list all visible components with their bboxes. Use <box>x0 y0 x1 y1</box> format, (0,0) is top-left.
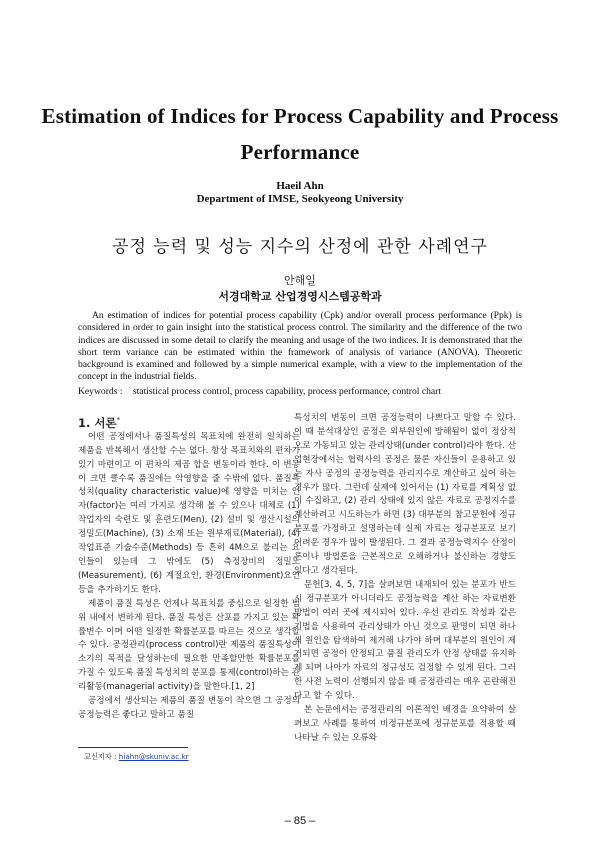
author-name-en: Haeil Ahn <box>276 180 324 192</box>
paper-title-ko: 공정 능력 및 성능 지수의 산정에 관한 사례연구 <box>112 237 488 257</box>
footnote-marker: * <box>116 416 121 424</box>
body-column-left <box>78 412 300 723</box>
paper-title-line-1: Estimation of Indices for Process Capability and Process <box>41 104 559 128</box>
affiliation-en: Department of IMSE, Seokyeong University <box>196 193 404 205</box>
corresponding-email-link[interactable]: hiahn@skuniv.ac.kr <box>118 752 189 761</box>
affiliation-ko: 서경대학교 산업경영시스템공학과 <box>218 290 382 303</box>
keywords <box>78 386 522 397</box>
body-paragraph: 제품이 품질 특성은 언제나 목표치를 중심으로 일정한 범위 내에서 변하게 된다. 품질 특성은 산포를 가지고 있는 확률변수 이며 어떤 일정한 확률분포를 따르는 것으로 생각할 수 있다. 공정관리(process control)란 제품의 품질특성이 소기의 목적을 달성하는데 필요한 만족할만한 확률분포를 가질 수 있도록 품질 특성치의 분포를 통제(control)하는 관리활동(managerial activity)을 말한다.[1, 2] <box>78 598 300 693</box>
body-column-right <box>294 412 516 746</box>
abstract: An estimation of indices for potential process capability (Cpk) and/or overall process performance (Ppk) is considered in order to gain insight into the statistical process control. The similarity and the difference of the two indices are discussed in some detail to clarify the meaning and usage of the two indices. It is demonstrated that the short term variance can be estimated within the framework of analysis of variance (ANOVA). Theoretic background is examined and followed by a simple numerical example, with a view to the implementation of the concept in the industrial fields. <box>78 310 522 383</box>
footnote-label: 교신저자 : <box>84 752 117 761</box>
keywords-label: Keywords : <box>78 386 123 397</box>
body-paragraph: 어떤 공정에서나 품질특성의 목표치에 완전히 일치하는 제품을 반복해서 생산할 수는 없다. 항상 목표치와의 편차가 있기 마련이고 이 편차의 제곱 합을 변동이라 한다. 이 변동이 크면 클수록 품질에는 악영향을 줄 수밖에 없다. 품질특성치(quality characteristic value)에 영향을 미치는 인자(factor)는 여러 가지로 생각해 볼 수 있으나 대체로 (1) 작업자의 숙련도 및 훈련도(Men), (2) 설비 및 생산시설의 정밀도(Machine), (3) 소재 또는 원부재료(Material), (4) 작업표준 기술수준(Methods) 등 흔히 4M으로 불리는 요인들이 있는데 그 밖에도 (5) 측정장비의 정밀도(Measurement), (6) 계절요인, 환경(Environment)요인 등을 추가하기도 한다. <box>78 431 300 595</box>
body-paragraph: 특성치의 변동이 크면 공정능력이 나쁘다고 말할 수 있다. 이 때 분석대상인 공정은 외부원인에 방해됨이 없이 정상적으로 가동되고 있는 관리상태(under control)라야 한다. 산업현장에서는 협력사의 공정은 물론 자신들이 운용하고 있는 자사 공정의 공정능력을 관리지수로 계산하고 싶어 하는 경우가 많다. 그런데 실제에 있어서는 (1) 자료를 계획성 없이 수집하고, (2) 관리 상태에 있지 않은 자료로 공정지수를 계산하려고 시도하는가 하면 (3) 대부분의 참고문헌에 정규분포를 가정하고 설명하는데 실제 자료는 정규분포로 보기 어려운 경우가 많이 발생된다. 그 결과 공정능력지수 산정이론이나 방법론을 근본적으로 오해하거나 불신하는 경향도 있다고 생각된다. <box>294 413 516 576</box>
footnote-divider <box>78 747 188 748</box>
section-heading-text: 1. 서론 <box>78 415 117 430</box>
body-paragraph: 공정에서 생산되는 제품의 품질 변동이 작으면 그 공정의 공정능력은 좋다고 말하고 품질 <box>78 696 300 720</box>
keywords-text: statistical process control, process capability, process performance, control chart <box>132 386 442 397</box>
body-paragraph: 문헌[3, 4, 5, 7]을 살펴보면 내재되어 있는 분포가 반드시 정규분포가 아니더라도 공정능력을 계산 하는 자료변환 방법이 여러 곳에 제시되어 있다. 우선 관리도 작성과 같은 기법을 사용하여 관리상태가 아닌 것으로 판명이 되면 하나씩 원인을 탐색하여 제거해 나가야 하며 대부분의 원인이 제거되면 공정이 안정되고 품질 관리도가 안정 상태를 유지하게 되며 나아가 자료의 정규성도 검정할 수 있게 된다. 그러한 사전 노력이 선행되지 않을 때 공정관리는 매우 곤란해진다고 할 수 있다. <box>294 579 516 702</box>
footnote <box>84 752 189 762</box>
author-name-ko: 안해일 <box>284 274 316 287</box>
paper-title-line-2: Performance <box>240 140 360 164</box>
page-number: – 85 – <box>284 815 316 827</box>
section-heading <box>78 412 300 431</box>
body-paragraph: 본 논문에서는 공정관리의 이론적인 배경을 요약하여 살펴보고 사례를 통하여 비정규분포에 정규분포를 적용할 때 나타날 수 있는 오류와 <box>294 705 516 743</box>
